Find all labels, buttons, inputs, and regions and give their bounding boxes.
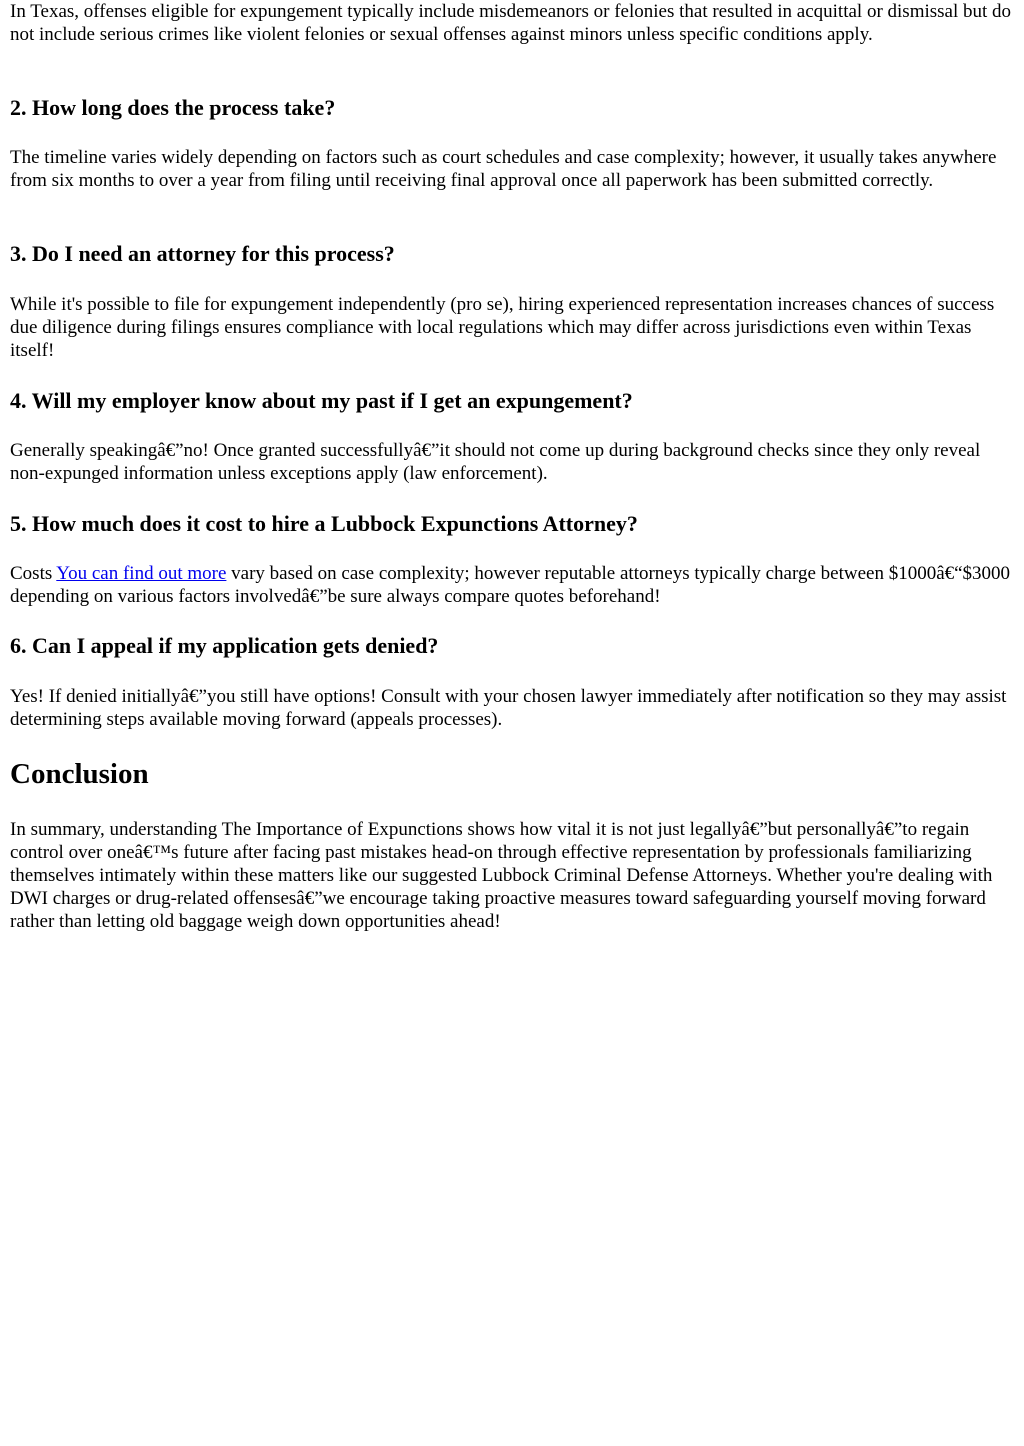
faq-answer-3: While it's possible to file for expungement independently (pro se), hiring experienced representation increases chances of success due diligence during filings ensures compliance with local regulations which may differ across jurisdictions even within Texas itself! — [10, 294, 995, 361]
faq-answer-2: The timeline varies widely depending on factors such as court schedules and case complexity; however, it usually takes anywhere from six months to over a year from filing until receiving final approval once all paperwork has been submitted correctly. — [10, 147, 997, 191]
faq-question-5: 5. How much does it cost to hire a Lubbock Expunctions Attorney? — [10, 511, 638, 536]
faq-answer-5 — [10, 562, 1014, 608]
intro-paragraph: In Texas, offenses eligible for expungement typically include misdemeanors or felonies that resulted in acquittal or dismissal but do not include serious crimes like violent felonies or sexual offenses against minors unless specific conditions apply. — [10, 1, 1012, 45]
faq-question-6: 6. Can I appeal if my application gets denied? — [10, 633, 439, 658]
faq-answer-5-rest: vary based on case complexity; however reputable attorneys typically charge between $1000â€“$3000 depending on various factors involvedâ€”be sure always compare quotes beforehand! — [10, 563, 1011, 607]
faq-question-3: 3. Do I need an attorney for this process? — [10, 241, 395, 266]
faq-answer-6: Yes! If denied initiallyâ€”you still have options! Consult with your chosen lawyer immediately after notification so they may assist determining steps available moving forward (appeals processes). — [10, 686, 1007, 730]
faq-answer-4: Generally speakingâ€”no! Once granted successfullyâ€”it should not come up during background checks since they only reveal non-expunged information unless exceptions apply (law enforcement). — [10, 440, 981, 484]
faq-answer-5-lead: Costs — [10, 563, 57, 584]
faq-question-4: 4. Will my employer know about my past if I get an expungement? — [10, 388, 633, 413]
conclusion-heading: Conclusion — [10, 758, 149, 790]
faq-question-2: 2. How long does the process take? — [10, 95, 336, 120]
conclusion-paragraph: In summary, understanding The Importance of Expunctions shows how vital it is not just legallyâ€”but personallyâ€”to regain control over oneâ€™s future after facing past mistakes head-on through effective representation by professionals familiarizing themselves intimately within these matters like our suggested Lubbock Criminal Defense Attorneys. Whether you're dealing with DWI charges or drug-related offensesâ€”we encourage taking proactive measures toward safeguarding yourself moving forward rather than letting old baggage weigh down opportunities ahead! — [10, 819, 993, 932]
find-out-more-link[interactable]: You can find out more — [56, 563, 227, 584]
